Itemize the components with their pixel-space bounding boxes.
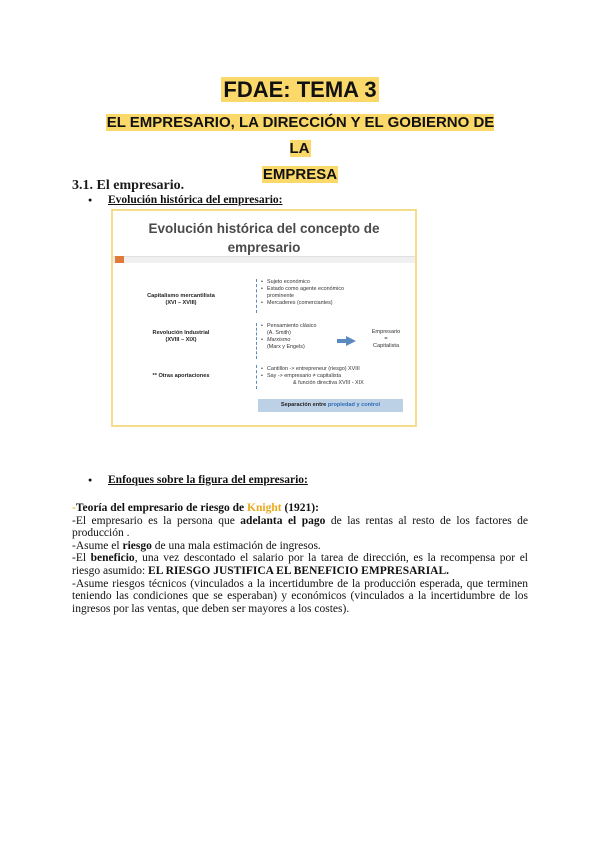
era3-items: • Cantillon -> entrepreneur (riesgo) XVIII • Say -> empresario ≠ capitalista & función directiva XVIII - XIX <box>261 366 411 387</box>
paragraph-3: -El beneficio, una vez descontado el salario por la tarea de dirección, es la recompensa por el riesgo asumido: EL RIESGO JUSTIFICA EL BENEFICIO EMPRESARIAL. <box>72 552 528 577</box>
body-text <box>72 502 528 615</box>
paragraph-4: -Asume riesgos técnicos (vinculados a la incertidumbre de la producción esperada, que terminen teniendo las condiciones que se esperaban) y económicos (vinculados a la incertidumbre de los ingresos por las ventas, que deben ser mayores a los costes). <box>72 577 528 615</box>
era-otras-aportaciones: ** Otras aportaciones <box>152 373 210 379</box>
document-subtitle: EL EMPRESARIO, LA DIRECCIÓN Y EL GOBIERNO DE LA EMPRESA <box>106 114 495 183</box>
bullet-enfoques: ● Enfoques sobre la figura del empresario: <box>90 474 308 486</box>
slide-title: Evolución histórica del concepto de empresario <box>148 221 380 255</box>
bracket-1 <box>256 279 257 313</box>
separation-box: Separación entre propiedad y control <box>258 399 403 412</box>
empresario-capitalista: Empresario = Capitalista <box>371 329 401 349</box>
paragraph-2: -Asume el riesgo de una mala estimación de ingresos. <box>72 539 321 552</box>
bullet-evolucion: ● Evolución histórica del empresario: <box>90 194 283 206</box>
theory-heading: -Teoría del empresario de riesgo de Knight (1921): <box>72 502 319 514</box>
slide-divider <box>113 256 415 263</box>
bracket-2 <box>256 323 257 359</box>
era1-items: • Sujeto económico • Estado como agente económico prominente • Mercaderes (comerciantes) <box>261 279 371 307</box>
bracket-3 <box>256 365 257 389</box>
era2-items: • Pensamiento clásico (A. Smith) • Marxismo (Marx y Engels) <box>261 323 341 351</box>
era-revolucion-industrial: Revolución Industrial (XVIII – XIX) <box>152 330 210 343</box>
accent-square <box>115 256 124 263</box>
document-title: FDAE: TEMA 3 <box>223 77 377 102</box>
section-heading: 3.1. El empresario. <box>72 178 185 193</box>
paragraph-1: -El empresario es la persona que adelanta el pago de las rentas al resto de los factores de producción . <box>72 514 529 540</box>
slide-image <box>111 209 417 427</box>
arrow-right-icon <box>346 336 356 346</box>
era-mercantilista: Capitalismo mercantilista (XVI – XVIII) <box>147 293 215 306</box>
